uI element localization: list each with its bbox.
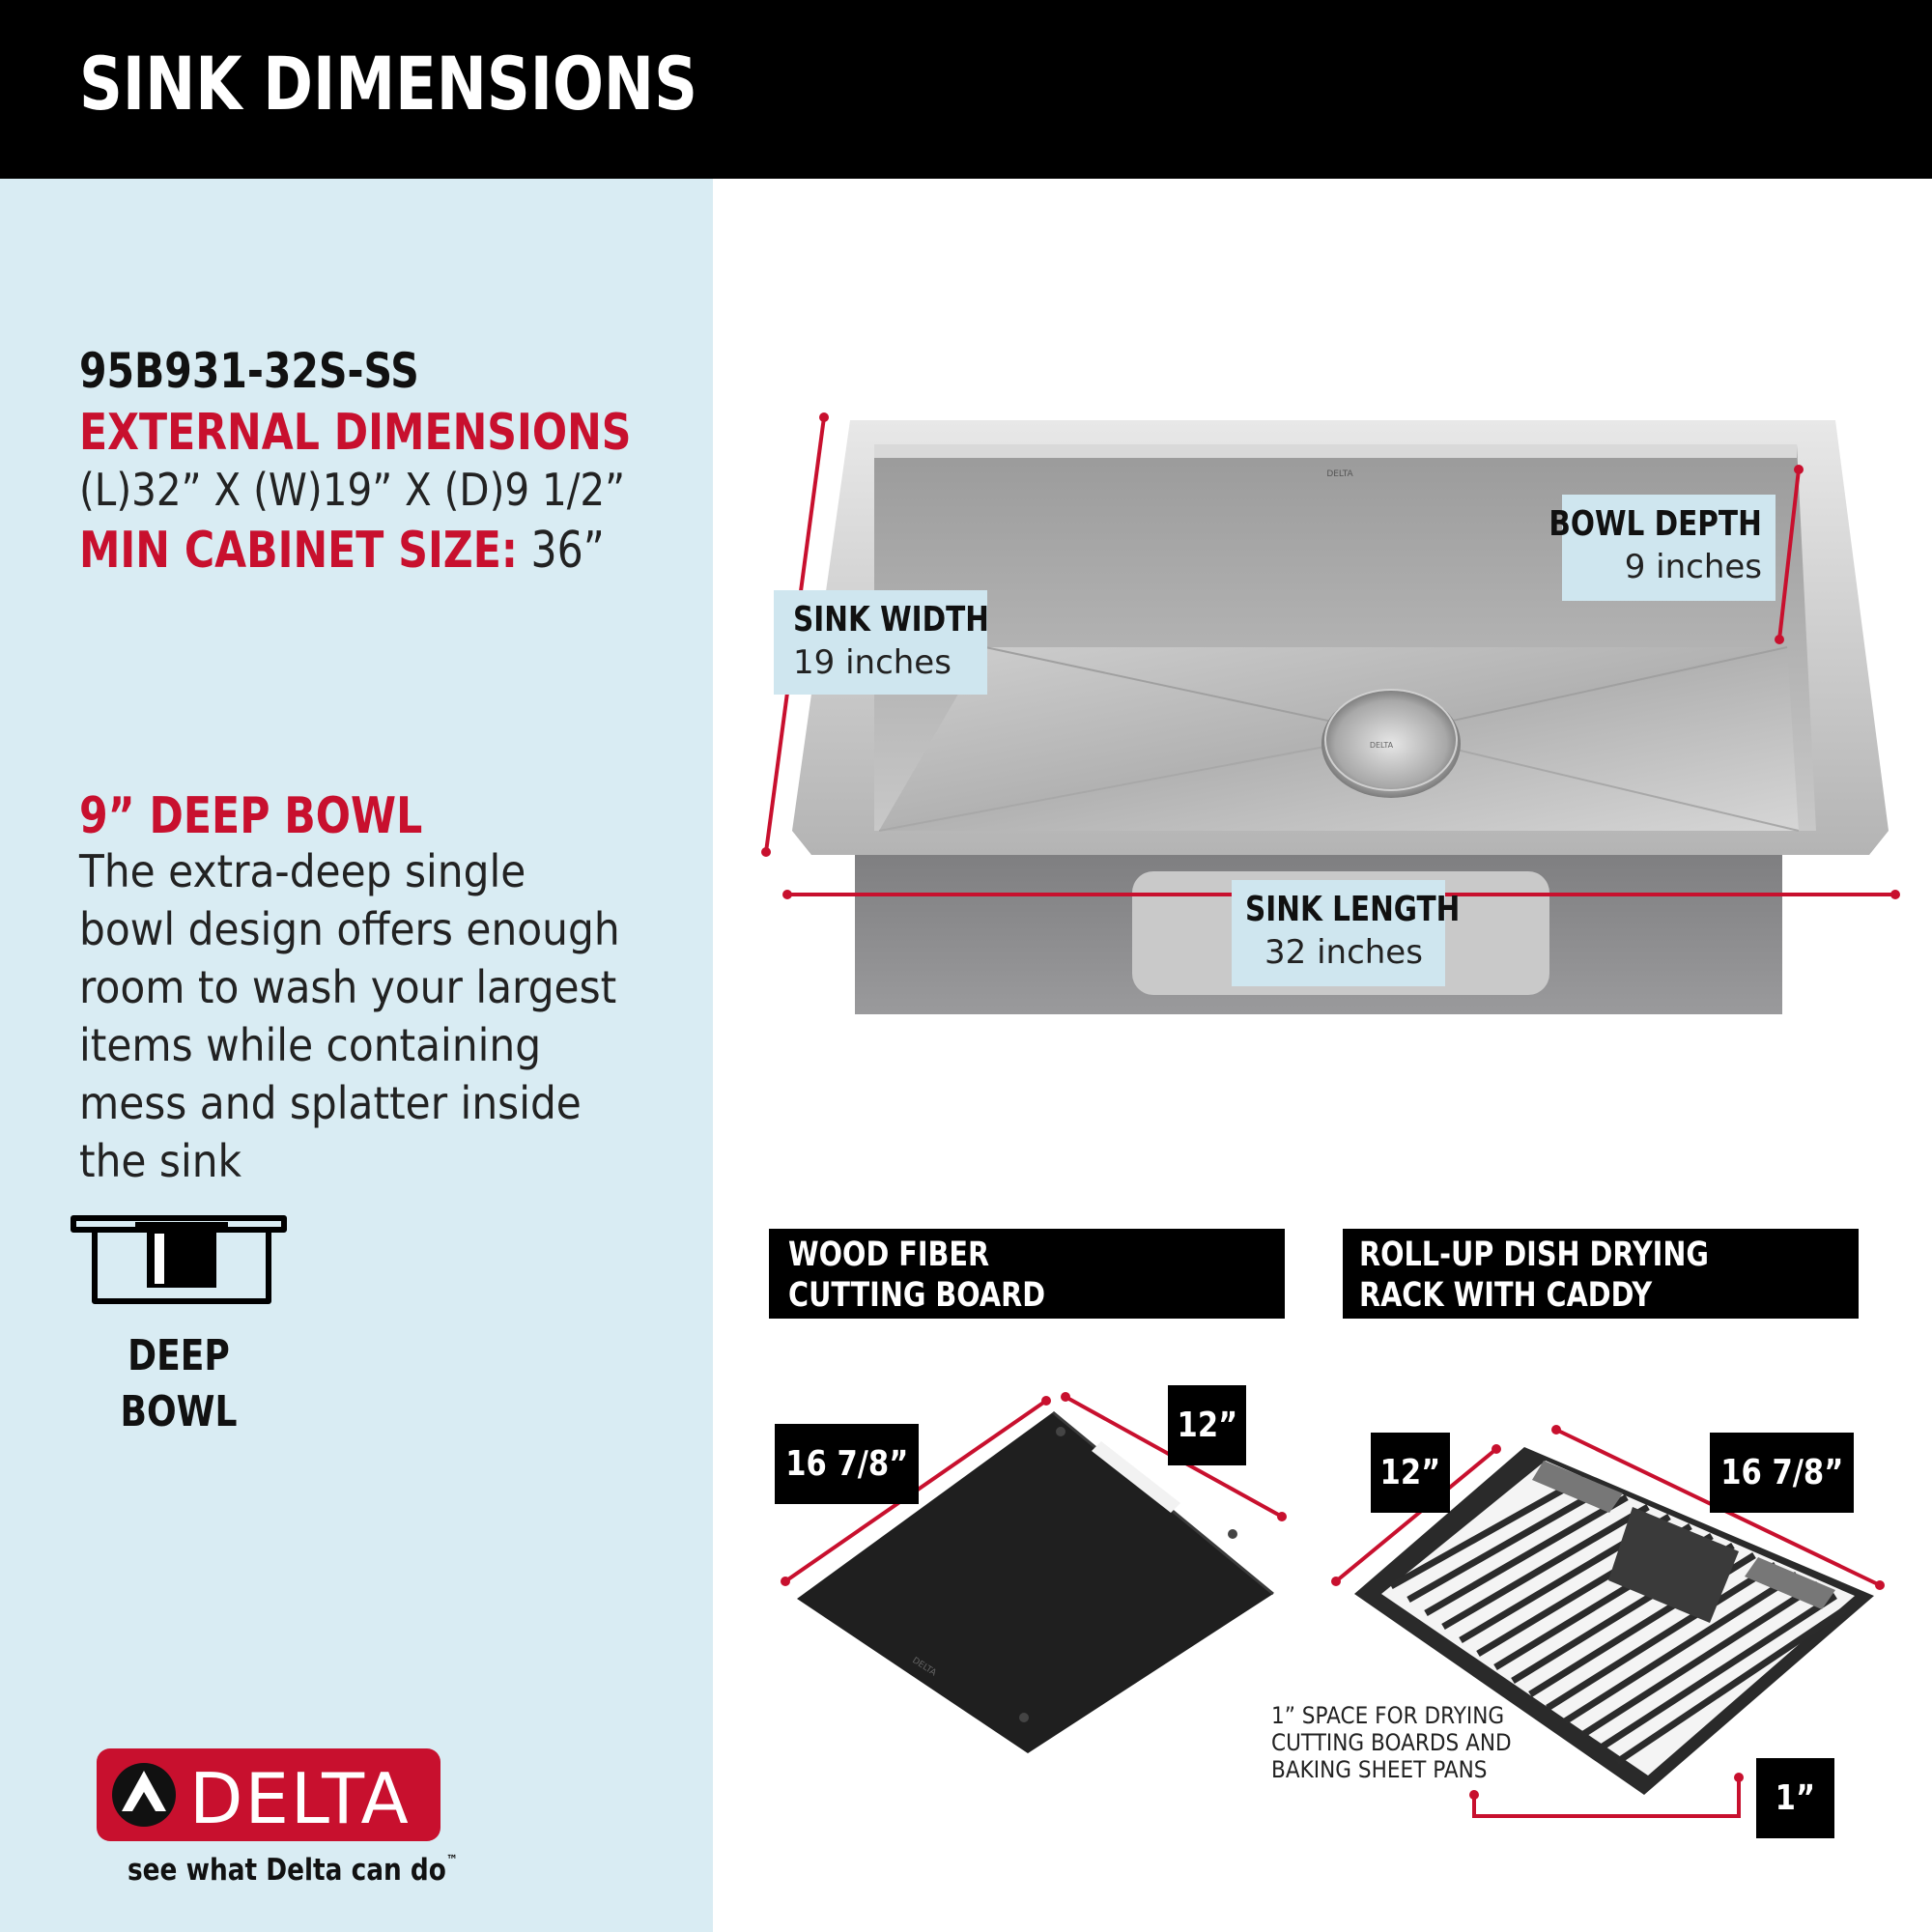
feature-description: The extra-deep single bowl design offers enough room to wash your largest items while containing mess and splatter inside the sink (79, 845, 620, 1187)
cutting-board-title-line1: WOOD FIBER (788, 1236, 990, 1274)
delta-tagline-text: see what Delta can do (128, 1853, 446, 1888)
cutting-board-width-text: 12” (1177, 1406, 1237, 1445)
deep-bowl-label-line1: DEEP (128, 1331, 230, 1380)
rack-length-badge (1710, 1433, 1854, 1513)
rack-width-text: 12” (1379, 1453, 1441, 1492)
sink-width-callout (774, 590, 990, 695)
drain-brand-mark: DELTA (1369, 741, 1394, 750)
sink-length-label: SINK LENGTH (1245, 890, 1461, 929)
delta-tagline-tm: ™ (445, 1853, 458, 1868)
sink-ledge (874, 444, 1797, 458)
rack-space-badge (1756, 1758, 1834, 1838)
bowl-depth-callout (1548, 495, 1776, 601)
rack-space-note-line1: 1” SPACE FOR DRYING (1271, 1702, 1505, 1729)
rack-width-badge (1371, 1433, 1450, 1513)
sink-length-value: 32 inches (1264, 933, 1423, 972)
cutting-board-length-text: 16 7/8” (784, 1444, 909, 1484)
feature-title: 9” DEEP BOWL (79, 787, 423, 845)
external-dimensions-label: EXTERNAL DIMENSIONS (79, 404, 632, 462)
cutting-board-title (769, 1229, 1285, 1319)
sink-width-label: SINK WIDTH (793, 600, 990, 639)
cutting-board-length-badge (775, 1424, 919, 1504)
cutting-board-title-line2: CUTTING BOARD (788, 1276, 1046, 1315)
sink-brand-mark: DELTA (1326, 469, 1353, 479)
cabinet-size-label: MIN CABINET SIZE: (79, 522, 518, 580)
bowl-depth-label: BOWL DEPTH (1548, 504, 1762, 544)
rack-space-note-line3: BAKING SHEET PANS (1271, 1756, 1488, 1783)
deep-bowl-label-line2: BOWL (120, 1387, 238, 1436)
drying-rack-title-line2: RACK WITH CADDY (1359, 1276, 1653, 1315)
drying-rack-title (1343, 1229, 1859, 1319)
cutting-board-width-badge (1168, 1385, 1246, 1465)
external-dimensions-value: (L)32” X (W)19” X (D)9 1/2” (79, 464, 626, 516)
model-number: 95B931-32S-SS (79, 343, 419, 399)
rack-space-note (1271, 1702, 1512, 1783)
bowl-depth-value: 9 inches (1624, 548, 1762, 586)
rack-space-text: 1” (1775, 1778, 1816, 1818)
page-title: SINK DIMENSIONS (79, 41, 697, 127)
cabinet-size-value: 36” (517, 522, 605, 580)
rack-length-text: 16 7/8” (1719, 1453, 1844, 1492)
rack-space-note-line2: CUTTING BOARDS AND (1271, 1729, 1512, 1756)
cutting-board-brand-mark: DELTA (910, 1656, 938, 1679)
drying-rack-title-line1: ROLL-UP DISH DRYING (1359, 1236, 1709, 1274)
delta-logo-text: DELTA (189, 1758, 411, 1839)
sink-length-callout (1232, 880, 1461, 986)
sink-width-value: 19 inches (793, 643, 952, 682)
